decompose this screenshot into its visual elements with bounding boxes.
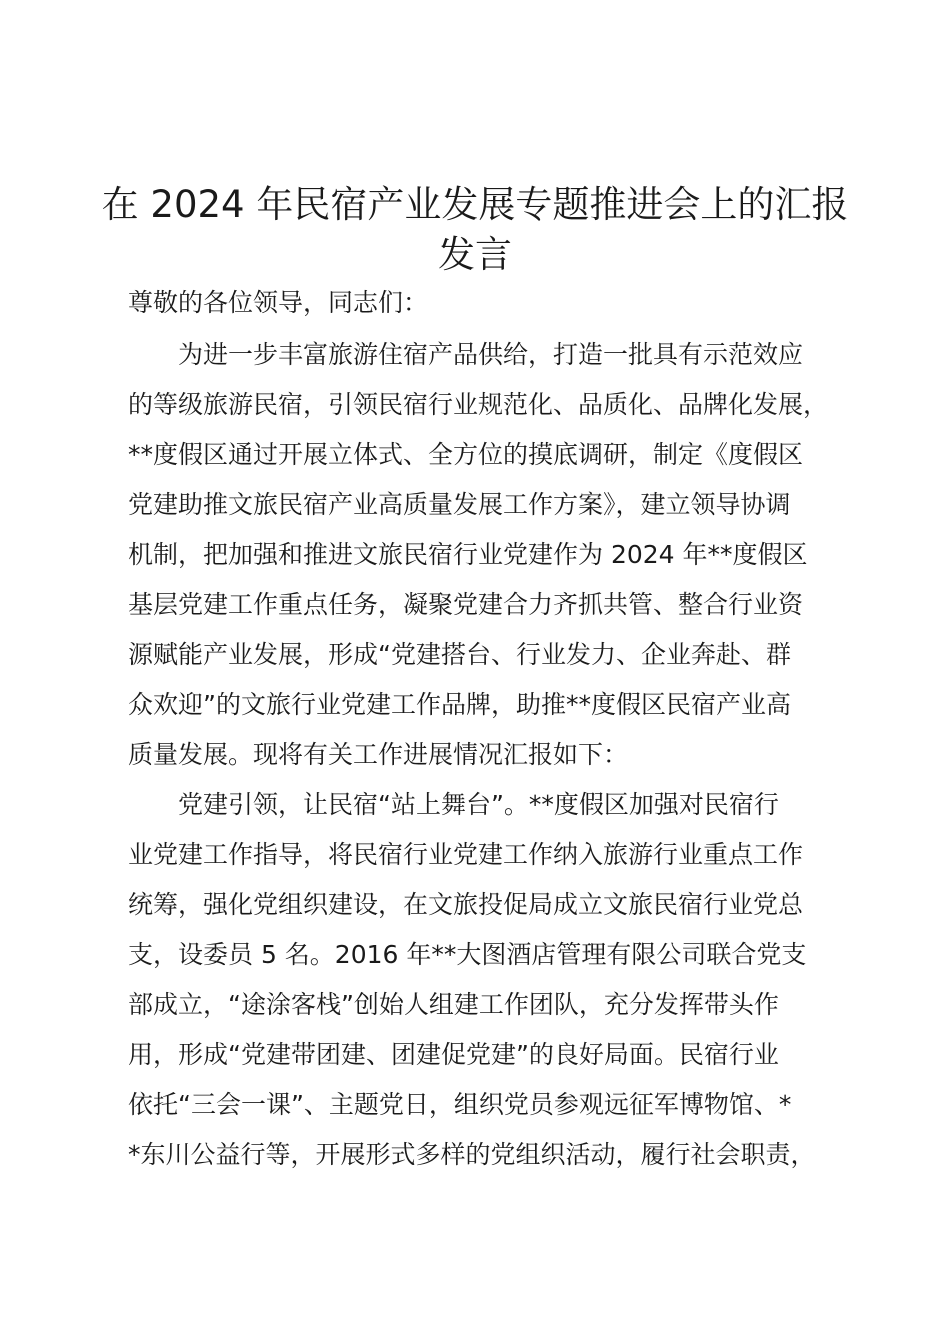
document-title-line-2: 发言 [438,233,512,276]
paragraph-1-line-4: 党建助推文旅民宿产业高质量发展工作方案》，建立领导协调 [128,490,791,519]
paragraph-1-line-8: 众欢迎”的文旅行业党建工作品牌，助推**度假区民宿产业高 [128,690,791,719]
document-title-line-1: 在 2024 年民宿产业发展专题推进会上的汇报 [101,183,849,226]
paragraph-1-line-9: 质量发展。现将有关工作进展情况汇报如下： [128,740,629,769]
paragraph-1-line-6: 基层党建工作重点任务，凝聚党建合力齐抓共管、整合行业资 [128,590,804,619]
paragraph-2-line-7: 依托“三会一课”、主题党日，组织党员参观远征军博物馆、* [128,1090,792,1119]
paragraph-2-line-2: 业党建工作指导，将民宿行业党建工作纳入旅游行业重点工作 [128,840,804,869]
paragraph-1-line-2: 的等级旅游民宿，引领民宿行业规范化、品质化、品牌化发展， [128,390,829,419]
paragraph-1-line-3: **度假区通过开展立体式、全方位的摸底调研，制定《度假区 [128,440,804,469]
paragraph-2-line-1: 党建引领，让民宿“站上舞台”。**度假区加强对民宿行 [178,790,779,819]
paragraph-2-line-3: 统筹，强化党组织建设，在文旅投促局成立文旅民宿行业党总 [128,890,804,919]
paragraph-1-line-5: 机制，把加强和推进文旅民宿行业党建作为 2024 年**度假区 [128,540,808,569]
paragraph-2-line-8: *东川公益行等，开展形式多样的党组织活动，履行社会职责， [128,1140,816,1169]
paragraph-1-line-1: 为进一步丰富旅游住宿产品供给，打造一批具有示范效应 [178,340,804,369]
paragraph-1-line-7: 源赋能产业发展，形成“党建搭台、行业发力、企业奔赴、群 [128,640,791,669]
salutation: 尊敬的各位领导，同志们： [128,288,429,317]
paragraph-2-line-4: 支，设委员 5 名。2016 年**大图酒店管理有限公司联合党支 [128,940,807,969]
paragraph-2-line-5: 部成立，“途涂客栈”创始人组建工作团队，充分发挥带头作 [128,990,779,1019]
paragraph-2-line-6: 用，形成“党建带团建、团建促党建”的良好局面。民宿行业 [128,1040,779,1069]
